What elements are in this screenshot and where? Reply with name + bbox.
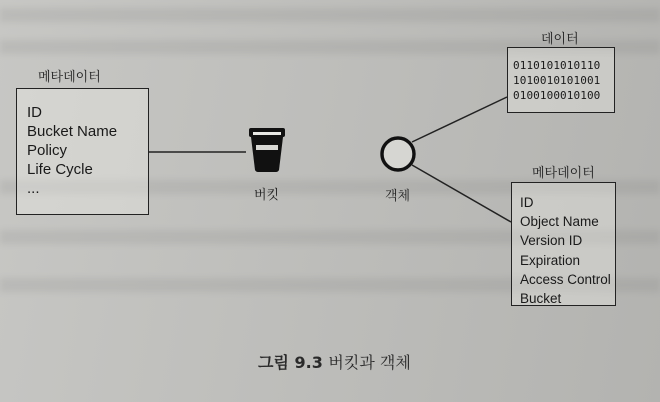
bucket-field-lifecycle: Life Cycle (27, 161, 93, 178)
object-data-connector (412, 97, 507, 142)
data-title: 데이터 (541, 32, 579, 47)
object-field-version: Version ID (520, 233, 583, 249)
bucket-field-ellipsis: ... (27, 180, 40, 197)
figure-caption (258, 350, 411, 373)
object-field-id: ID (520, 195, 534, 210)
bucket-icon (246, 126, 288, 174)
bucket-field-name: Bucket Name (27, 123, 118, 140)
object-field-name: Object Name (520, 214, 599, 230)
data-row: 0110101010110 (513, 59, 601, 72)
bucket-label: 버킷 (254, 188, 280, 203)
data-box (507, 47, 615, 113)
figure-title: 버킷과 객체 (328, 353, 411, 372)
object-field-access: Access Control (520, 271, 611, 287)
circle-node-icon (378, 134, 418, 174)
bucket-metadata-box (16, 88, 149, 215)
figure-number: 그림 9.3 (258, 353, 323, 372)
object-label: 객체 (385, 189, 411, 204)
bucket-field-id: ID (27, 104, 42, 121)
object-field-expiration: Expiration (520, 252, 581, 268)
data-row: 1010010101001 (513, 74, 601, 87)
object-metadata-box (511, 182, 616, 306)
bucket-metadata-title: 메타데이터 (38, 70, 101, 85)
object-metadata-title: 메타데이터 (532, 166, 595, 181)
bucket-field-policy: Policy (27, 142, 68, 159)
object-field-bucket: Bucket (520, 291, 562, 307)
data-row: 0100100010100 (513, 89, 601, 102)
object-metadata-connector (412, 165, 511, 222)
